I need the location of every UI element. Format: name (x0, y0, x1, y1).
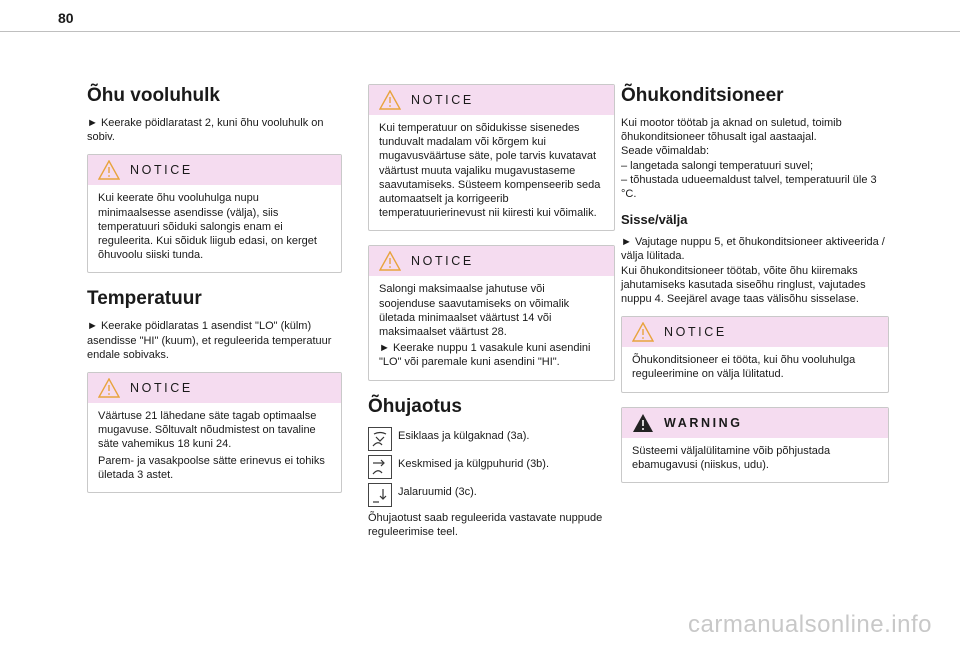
ac-bullet: – langetada salongi temperatuuri suvel; (621, 159, 814, 172)
notice-label: NOTICE (130, 163, 193, 178)
notice-header (622, 317, 888, 347)
notice-text: Salongi maksimaalse jahutuse või soojenduse saavutamiseks on võimalik ületada minimaalset väärtust 14 või maksimaalset väärtust 28. (379, 283, 570, 339)
notice-text: Parem- ja vasakpoolse sätte erinevus ei tohiks ületada 3 astet. (98, 454, 325, 481)
notice-text: ► Keerake nuppu 1 vasakule kuni asendini "LO" või paremale kuni asendini "HI". (379, 342, 591, 369)
list-item (368, 483, 615, 507)
ac-bullet: – tõhustada udueemaldust talvel, temperatuuril üle 3 °C. (621, 173, 877, 201)
footwell-airflow-icon (368, 483, 392, 507)
notice-icon (632, 322, 654, 342)
on-off-instruction: ► Vajutage nuppu 5, et õhukonditsioneer aktiveerida / välja lülitada. (621, 236, 885, 263)
warning-header (622, 408, 888, 438)
page-number: 80 (58, 10, 74, 26)
heading-air-conditioning: Õhukonditsioneer (621, 85, 784, 106)
notice-box (87, 372, 342, 493)
notice-label: NOTICE (664, 325, 727, 340)
column-1 (87, 84, 342, 507)
notice-label: NOTICE (411, 93, 474, 107)
heading-temperature: Temperatuur (87, 288, 202, 310)
air-distribution-footer: Õhujaotust saab reguleerida vastavate nuppude reguleerimise teel. (368, 511, 603, 538)
notice-text: Väärtuse 21 lähedane säte tagab optimaalse mugavuse. Sõltuvalt nõudmistest on tavaline säte vahemikus 18 kuni 24. (98, 410, 317, 451)
notice-header (369, 246, 614, 276)
column-2 (368, 74, 615, 543)
notice-icon (98, 160, 120, 180)
center-vents-airflow-icon (368, 455, 392, 479)
air-distribution-text: Keskmised ja külgpuhurid (3b). (398, 457, 550, 470)
windscreen-airflow-icon (368, 427, 392, 451)
watermark: carmanualsonline.info (688, 611, 932, 638)
heading-air-distribution: Õhujaotus (368, 395, 462, 417)
air-distribution-text: Jalaruumid (3c). (398, 485, 477, 498)
notice-icon (379, 251, 401, 271)
on-off-text: Kui õhukonditsioneer töötab, võite õhu kiiremaks jahutamiseks kasutada siseõhu ringlust, vajutades nuppu 4. Seejärel avage taas välisõhu sisselase. (621, 264, 866, 306)
notice-header (369, 85, 614, 115)
subheading-on-off: Sisse/välja (621, 212, 688, 228)
notice-label: NOTICE (411, 254, 474, 269)
notice-box (368, 245, 615, 380)
notice-text: Kui temperatuur on sõidukisse sisenedes tunduvalt madalam või kõrgem kui mugavusväärtuse säte, pole tarvis kuvatavat väärtust muuta vajaliku mugavustaseme saavutamiseks. Süsteem kompenseerib seda automaatselt ja korrigeerib temperatuurierinevust nii kiiresti kui võimalik. (379, 122, 601, 220)
heading-air-flow: Õhu vooluhulk (87, 85, 220, 106)
warning-text: Süsteemi väljalülitamine võib põhjustada ebamugavusi (niiskus, udu). (632, 444, 831, 471)
air-distribution-text: Esiklaas ja külgaknad (3a). (398, 429, 530, 442)
notice-icon (98, 378, 120, 398)
header-rule (0, 31, 960, 32)
ac-intro: Seade võimaldab: (621, 145, 710, 158)
list-item (368, 427, 615, 451)
notice-header (88, 155, 341, 185)
temperature-instruction: ► Keerake pöidlaratas 1 asendist "LO" (külm) asendisse "HI" (kuum), et reguleerida temperatuur endale sobivaks. (87, 320, 332, 361)
air-flow-instruction: ► Keerake pöidlaratast 2, kuni õhu vooluhulk on sobiv. (87, 117, 324, 144)
notice-header (88, 373, 341, 403)
notice-box (87, 154, 342, 273)
notice-icon (379, 90, 401, 110)
ac-intro: Kui mootor töötab ja aknad on suletud, toimib õhukonditsioneer tõhusalt igal aastaajal. (621, 117, 842, 144)
warning-box (621, 407, 889, 483)
list-item (368, 455, 615, 479)
warning-icon (632, 413, 654, 433)
column-3 (621, 84, 889, 497)
notice-box (368, 84, 615, 231)
notice-text: Õhukonditsioneer ei tööta, kui õhu vooluhulga reguleerimine on välja lülitatud. (632, 354, 856, 381)
notice-box (621, 316, 889, 392)
notice-label: NOTICE (130, 381, 193, 396)
notice-text: Kui keerate õhu vooluhulga nupu minimaalsesse asendisse (välja), siis temperatuuri sõiduki salongis enam ei reguleerita. Kui sõiduk liigub edasi, on kerget õhuvoolu siiski tunda. (98, 192, 317, 262)
warning-label: WARNING (664, 415, 743, 430)
